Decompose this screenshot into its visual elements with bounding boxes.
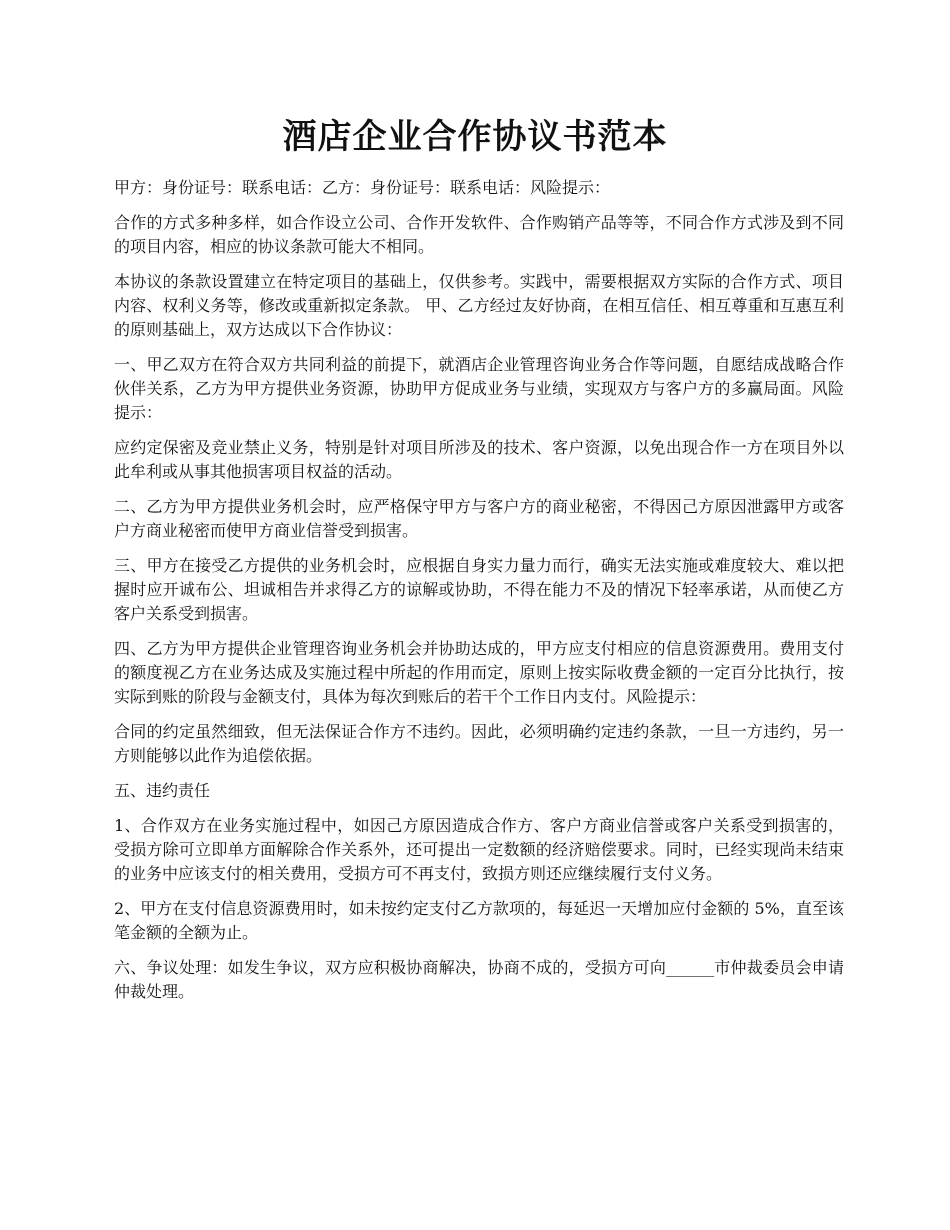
paragraph-preamble: 本协议的条款设置建立在特定项目的基础上，仅供参考。实践中，需要根据双方实际的合作方式、项目内容、权利义务等，修改或重新拟定条款。 甲、乙方经过友好协商，在相互信任、相互尊重和互惠互利的原则基础上，双方达成以下合作协议： bbox=[114, 272, 844, 339]
paragraph-breach-note: 合同的约定虽然细致，但无法保证合作方不违约。因此，必须明确约定违约条款，一旦一方违约，另一方则能够以此作为追偿依据。 bbox=[114, 722, 844, 765]
paragraph-dispute: 六、争议处理：如发生争议，双方应积极协商解决，协商不成的，受损方可向______市仲裁委员会申请仲裁处理。 bbox=[114, 958, 844, 1001]
section-heading-liability: 五、违约责任 bbox=[114, 781, 211, 800]
paragraph-confidentiality-note: 应约定保密及竞业禁止义务，特别是针对项目所涉及的技术、客户资源，以免出现合作一方在项目外以此牟利或从事其他损害项目权益的活动。 bbox=[114, 438, 844, 481]
paragraph-clause-3: 三、甲方在接受乙方提供的业务机会时，应根据自身实力量力而行，确实无法实施或难度较大、难以把握时应开诚布公、坦诚相告并求得乙方的谅解或协助，不得在能力不及的情况下轻率承诺，从而使乙方客户关系受到损害。 bbox=[114, 556, 844, 623]
paragraph-liability-2: 2、甲方在支付信息资源费用时，如未按约定支付乙方款项的，每延迟一天增加应付金额的 5%，直至该笔金额的全额为止。 bbox=[114, 899, 844, 942]
paragraph-parties: 甲方：身份证号：联系电话：乙方：身份证号：联系电话：风险提示： bbox=[114, 178, 611, 197]
paragraph-clause-1: 一、甲乙双方在符合双方共同利益的前提下，就酒店企业管理咨询业务合作等问题，自愿结成战略合作伙伴关系，乙方为甲方提供业务资源，协助甲方促成业务与业绩，实现双方与客户方的多赢局面。风险提示： bbox=[114, 355, 844, 422]
document-title: 酒店企业合作协议书范本 bbox=[282, 117, 668, 157]
document-body bbox=[114, 176, 844, 1015]
paragraph-liability-1: 1、合作双方在业务实施过程中，如因己方原因造成合作方、客户方商业信誉或客户关系受到损害的，受损方除可立即单方面解除合作关系外，还可提出一定数额的经济赔偿要求。同时，已经实现尚未结束的业务中应该支付的相关费用，受损方可不再支付，致损方则还应继续履行支付义务。 bbox=[114, 816, 844, 883]
paragraph-clause-2: 二、乙方为甲方提供业务机会时，应严格保守甲方与客户方的商业秘密，不得因己方原因泄露甲方或客户方商业秘密而使甲方商业信誉受到损害。 bbox=[114, 497, 844, 540]
paragraph-clause-4: 四、乙方为甲方提供企业管理咨询业务机会并协助达成的，甲方应支付相应的信息资源费用。费用支付的额度视乙方在业务达成及实施过程中所起的作用而定，原则上按实际收费金额的一定百分比执行，按实际到账的阶段与金额支付，具体为每次到账后的若干个工作日内支付。风险提示： bbox=[114, 639, 844, 706]
paragraph-cooperation-methods: 合作的方式多种多样，如合作设立公司、合作开发软件、合作购销产品等等，不同合作方式涉及到不同的项目内容，相应的协议条款可能大不相同。 bbox=[114, 213, 844, 256]
